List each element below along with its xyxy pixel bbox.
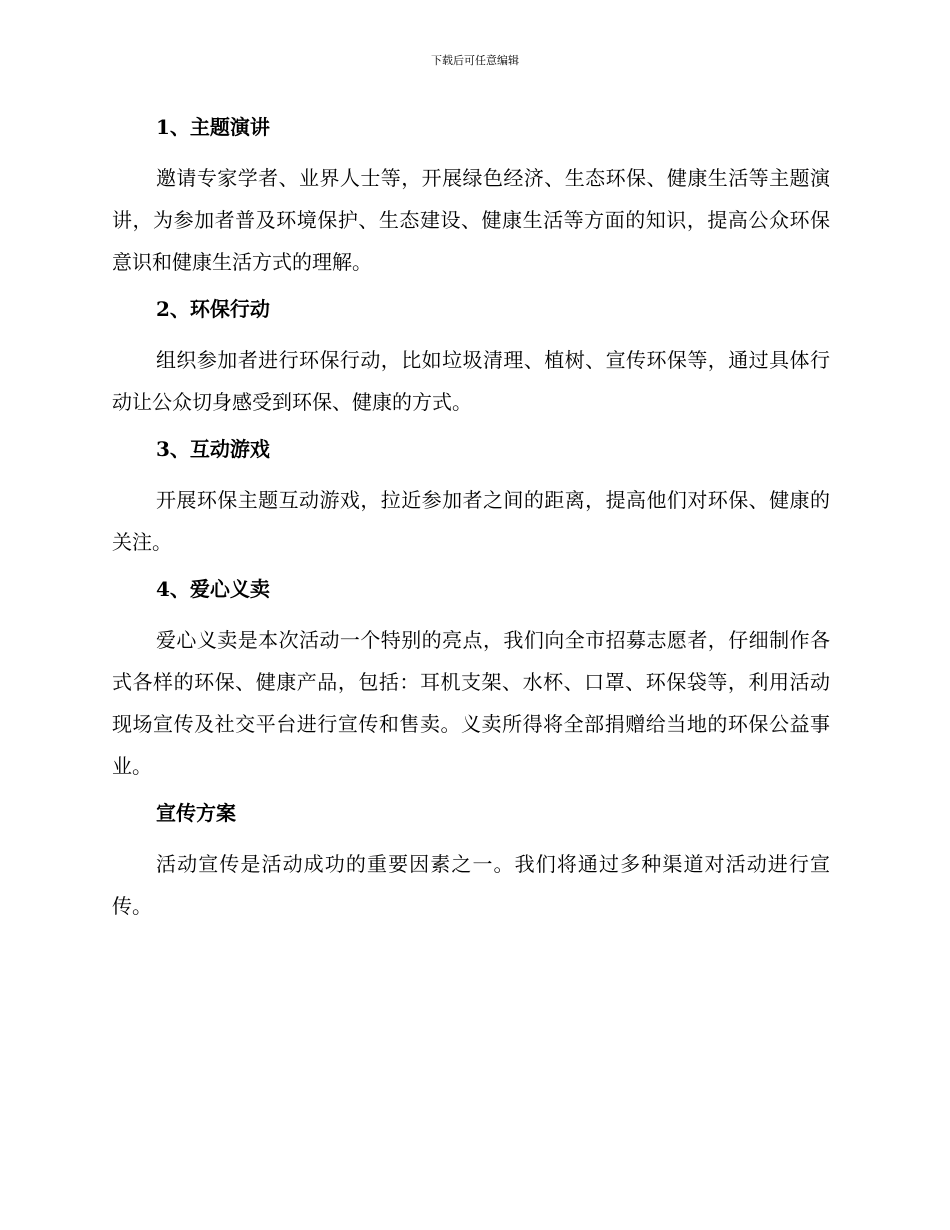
section-heading-interactive-games: 3、互动游戏 bbox=[156, 437, 270, 461]
section-paragraph-charity-sale: 爱心义卖是本次活动一个特别的亮点，我们向全市招募志愿者，仔细制作各式各样的环保、健康产品，包括：耳机支架、水杯、口罩、环保袋等，利用活动现场宣传及社交平台进行宣传和售卖。义卖所得将全部捐赠给当地的环保公益事业。 bbox=[112, 628, 830, 778]
section-heading-promotion-plan: 宣传方案 bbox=[156, 801, 236, 825]
section-heading-keynote: 1、主题演讲 bbox=[156, 115, 270, 139]
page-header: 下载后可任意编辑 bbox=[431, 54, 519, 67]
document-body bbox=[112, 110, 830, 936]
section-paragraph-keynote: 邀请专家学者、业界人士等，开展绿色经济、生态环保、健康生活等主题演讲，为参加者普及环境保护、生态建设、健康生活等方面的知识，提高公众环保意识和健康生活方式的理解。 bbox=[112, 166, 830, 274]
section-paragraph-promotion-plan: 活动宣传是活动成功的重要因素之一。我们将通过多种渠道对活动进行宣传。 bbox=[112, 852, 830, 918]
section-paragraph-interactive-games: 开展环保主题互动游戏，拉近参加者之间的距离，提高他们对环保、健康的关注。 bbox=[112, 488, 830, 554]
section-paragraph-eco-action: 组织参加者进行环保行动，比如垃圾清理、植树、宣传环保等，通过具体行动让公众切身感受到环保、健康的方式。 bbox=[112, 348, 830, 414]
section-heading-charity-sale: 4、爱心义卖 bbox=[156, 577, 270, 601]
section-heading-eco-action: 2、环保行动 bbox=[156, 297, 270, 321]
